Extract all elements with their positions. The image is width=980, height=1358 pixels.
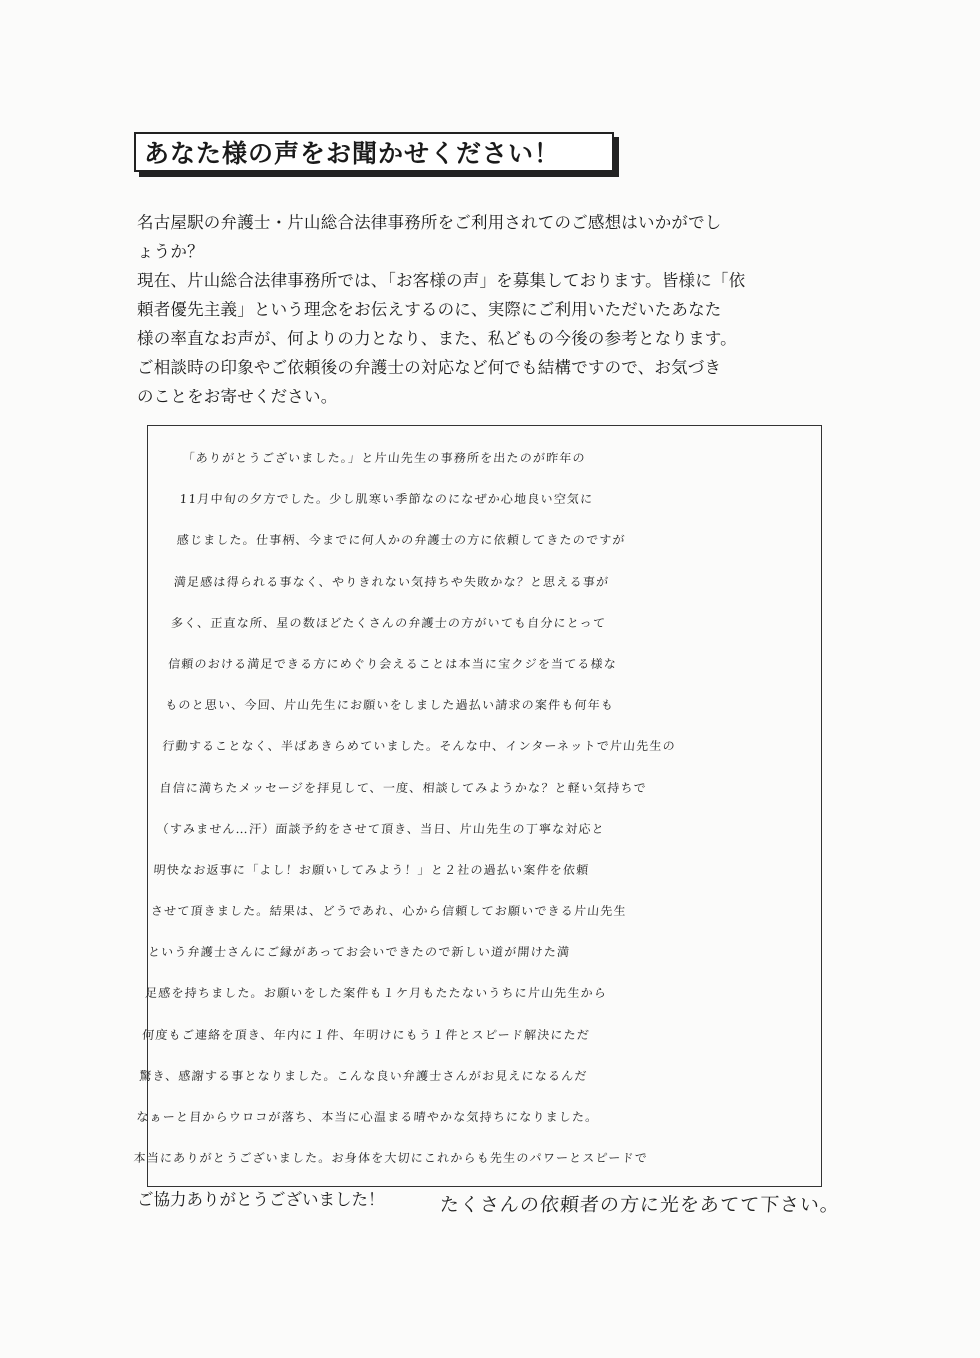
intro-line: のことをお寄せください。 — [137, 387, 338, 406]
handwritten-tail: たくさんの依頼者の方に光をあてて下さい。 — [439, 1194, 841, 1216]
thanks-text: ご協力ありがとうございました！ — [137, 1190, 385, 1209]
handwritten-line: 信頼のおける満足できる方にめぐり会えることは本当に宝クジを当てる様な — [167, 656, 618, 671]
handwritten-line: という弁護士さんにご縁があってお会いできたので新しい道が開けた満 — [147, 945, 571, 960]
intro-text — [137, 208, 842, 411]
intro-line: 名古屋駅の弁護士・片山総合法律事務所をご利用されてのご感想はいかがでし — [137, 213, 722, 232]
handwritten-line: なぁーと目からウロコが落ち、本当に心温まる晴やかな気持ちになりました。 — [135, 1110, 599, 1124]
handwritten-line: 11月中旬の夕方でした。少し肌寒い季節なのになぜか心地良い空気に — [179, 492, 594, 507]
intro-line: 頼者優先主義」という理念をお伝えするのに、実際にご利用いただいたあなた — [137, 300, 722, 319]
handwritten-line: 満足感は得られる事なく、やりきれない気持ちや失敗かな？と思える事が — [173, 574, 610, 589]
handwritten-comment — [132, 438, 884, 1179]
handwritten-line: 何度もご連絡を頂き、年内に１件、年明けにもう１件とスピード解決にただ — [141, 1027, 591, 1042]
handwritten-line: 「ありがとうございました。」と片山先生の事務所を出たのが昨年の — [182, 451, 587, 465]
handwritten-line: 足感を持ちました。お願いをした案件も１ケ月もたたないうちに片山先生から — [144, 986, 608, 1001]
handwritten-line: 自信に満ちたメッセージを拝見して、一度、相談してみようかな？と軽い気持ちで — [158, 780, 648, 795]
handwritten-line: 行動することなく、半ばあきらめていました。そんな中、インターネットで片山先生の — [161, 739, 677, 754]
intro-line: ご相談時の印象やご依頼後の弁護士の対応など何でも結構ですので、お気づき — [137, 358, 722, 377]
handwritten-line: 明快なお返事に「よし！お願いしてみよう！」と２社の過払い案件を依頼 — [153, 862, 590, 877]
handwritten-line: 感じました。仕事柄、今までに何人かの弁護士の方に依頼してきたのですが — [176, 533, 627, 548]
handwritten-line: 驚き、感謝する事となりました。こんな良い弁護士さんがお見えになるんだ — [138, 1068, 589, 1083]
handwritten-line: 本当にありがとうございました。お身体を大切にこれからも先生のパワーとスピードで — [133, 1151, 649, 1166]
page-title: あなた様の声をお聞かせください！ — [144, 139, 561, 168]
intro-line: 現在、片山総合法律事務所では、「お客様の声」を募集しております。皆様に「依 — [137, 271, 746, 290]
intro-line: 様の率直なお声が、何よりの力となり、また、私どもの今後の参考となります。 — [137, 329, 737, 348]
handwritten-line: （すみません…汗）面談予約をさせて頂き、当日、片山先生の丁寧な対応と — [156, 821, 606, 836]
handwritten-line: ものと思い、今回、片山先生にお願いをしました過払い請求の案件も何年も — [164, 698, 615, 713]
handwritten-line: 多く、正直な所、星の数ほどたくさんの弁護士の方がいても自分にとって — [170, 615, 607, 630]
title-banner — [134, 132, 614, 172]
intro-line: ょうか？ — [137, 242, 204, 261]
handwritten-line: させて頂きました。結果は、どうであれ、心から信頼してお願いできる片山先生 — [150, 904, 628, 919]
